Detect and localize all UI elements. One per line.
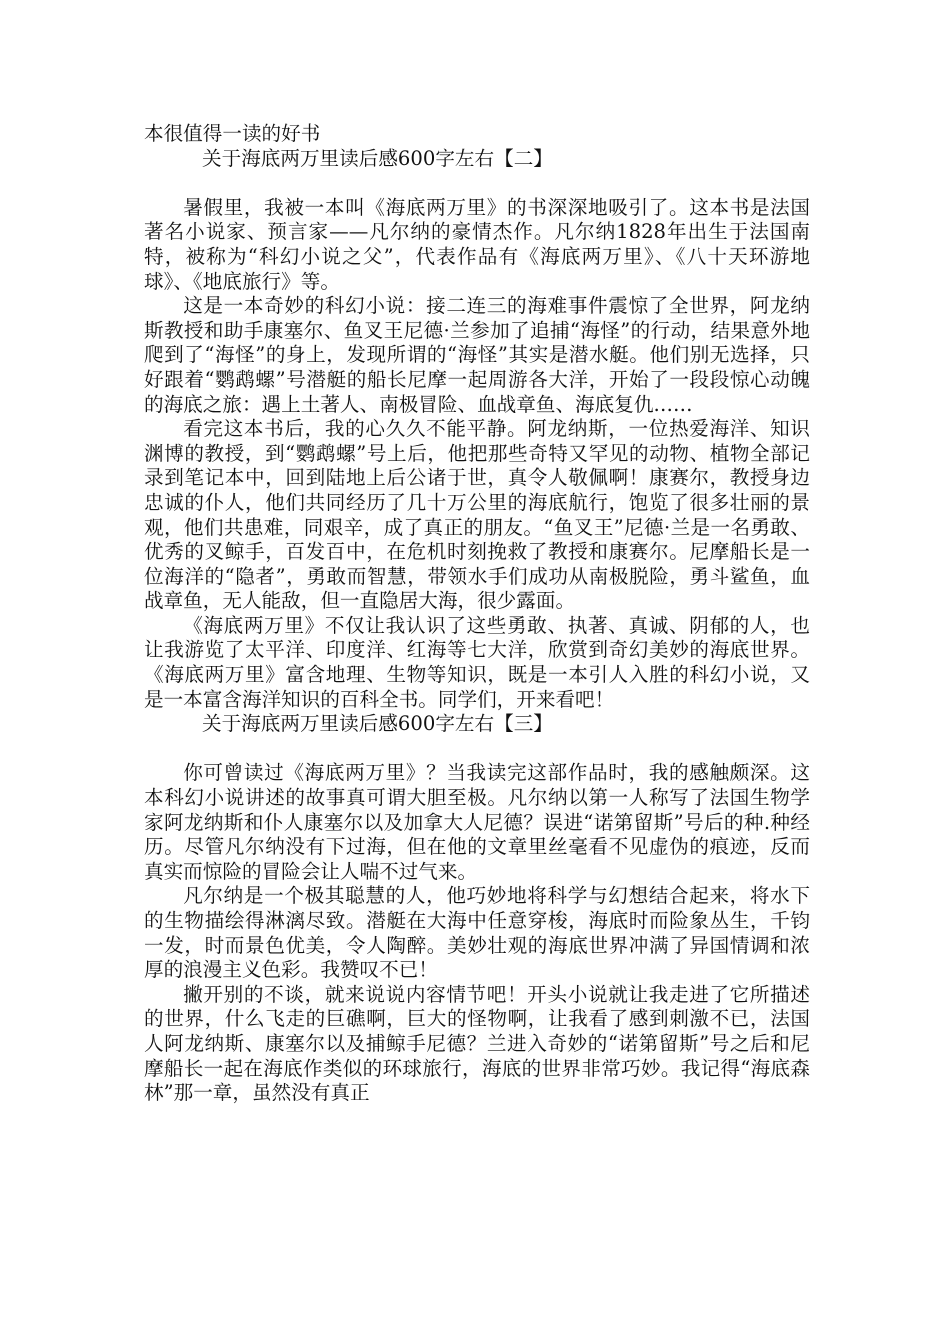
section-heading-3: 关于海底两万里读后感600字左右【三】 xyxy=(202,712,553,736)
section3-paragraph-2: 凡尔纳是一个极其聪慧的人，他巧妙地将科学与幻想结合起来，将水下的生物描绘得淋漓尽致。潜艇在大海中任意穿梭，海底时而险象丛生，千钧一发，时而景色优美，令人陶醉。美妙壮观的海底世界冲满了异国情调和浓厚的浪漫主义色彩。我赞叹不已！ xyxy=(144,884,810,982)
section2-paragraph-4: 《海底两万里》不仅让我认识了这些勇敢、执著、真诚、阴郁的人，也让我游览了太平洋、印度洋、红海等七大洋，欣赏到奇幻美妙的海底世界。《海底两万里》富含地理、生物等知识，既是一本引人入胜的科幻小说，又是一本富含海洋知识的百科全书。同学们，开来看吧！ xyxy=(144,613,810,711)
section3-paragraph-3: 撇开别的不谈，就来说说内容情节吧！开头小说就让我走进了它所描述的世界，什么飞走的巨礁啊，巨大的怪物啊，让我看了感到刺激不已，法国人阿龙纳斯、康塞尔以及捕鲸手尼德？兰进入奇妙的“诺第留斯”号之后和尼摩船长一起在海底作类似的环球旅行，海底的世界非常巧妙。我记得“海底森林”那一章，虽然没有真正 xyxy=(144,982,810,1105)
continuation-line: 本很值得一读的好书 xyxy=(144,122,321,145)
section2-paragraph-1: 暑假里，我被一本叫《海底两万里》的书深深地吸引了。这本书是法国著名小说家、预言家——凡尔纳的豪情杰作。凡尔纳1828年出生于法国南特，被称为“科幻小说之父”，代表作品有《海底两万里》、《八十天环游地球》、《地底旅行》等。 xyxy=(144,195,810,293)
section3-paragraph-1: 你可曾读过《海底两万里》？当我读完这部作品时，我的感触颇深。这本科幻小说讲述的故事真可谓大胆至极。凡尔纳以第一人称写了法国生物学家阿龙纳斯和仆人康塞尔以及加拿大人尼德？误进“诺第留斯”号后的种.种经历。尽管凡尔纳没有下过海，但在他的文章里丝毫看不见虚伪的痕迹，反而真实而惊险的冒险会让人喘不过气来。 xyxy=(144,761,810,883)
blank-line xyxy=(144,171,810,196)
document-body xyxy=(144,122,810,1106)
section-heading-2: 关于海底两万里读后感600字左右【二】 xyxy=(202,146,553,170)
section2-paragraph-2: 这是一本奇妙的科幻小说：接二连三的海难事件震惊了全世界，阿龙纳斯教授和助手康塞尔、鱼叉王尼德·兰参加了追捕“海怪”的行动，结果意外地爬到了“海怪”的身上，发现所谓的“海怪”其实是潜水艇。他们别无选择，只好跟着“鹦鹉螺”号潜艇的船长尼摩一起周游各大洋，开始了一段段惊心动魄的海底之旅：遇上土著人、南极冒险、血战章鱼、海底复仇…… xyxy=(144,294,810,416)
blank-line xyxy=(144,737,810,762)
section2-paragraph-3: 看完这本书后，我的心久久不能平静。阿龙纳斯，一位热爱海洋、知识渊博的教授，到“鹦鹉螺”号上后，他把那些奇特又罕见的动物、植物全部记录到笔记本中，回到陆地上后公诸于世，真令人敬佩啊！康赛尔，教授身边忠诚的仆人，他们共同经历了几十万公里的海底航行，饱览了很多壮丽的景观，他们共患难，同艰辛，成了真正的朋友。“鱼叉王”尼德·兰是一名勇敢、优秀的叉鲸手，百发百中，在危机时刻挽救了教授和康赛尔。尼摩船长是一位海洋的“隐者”，勇敢而智慧，带领水手们成功从南极脱险，勇斗鲨鱼，血战章鱼，无人能敌，但一直隐居大海，很少露面。 xyxy=(144,417,810,613)
